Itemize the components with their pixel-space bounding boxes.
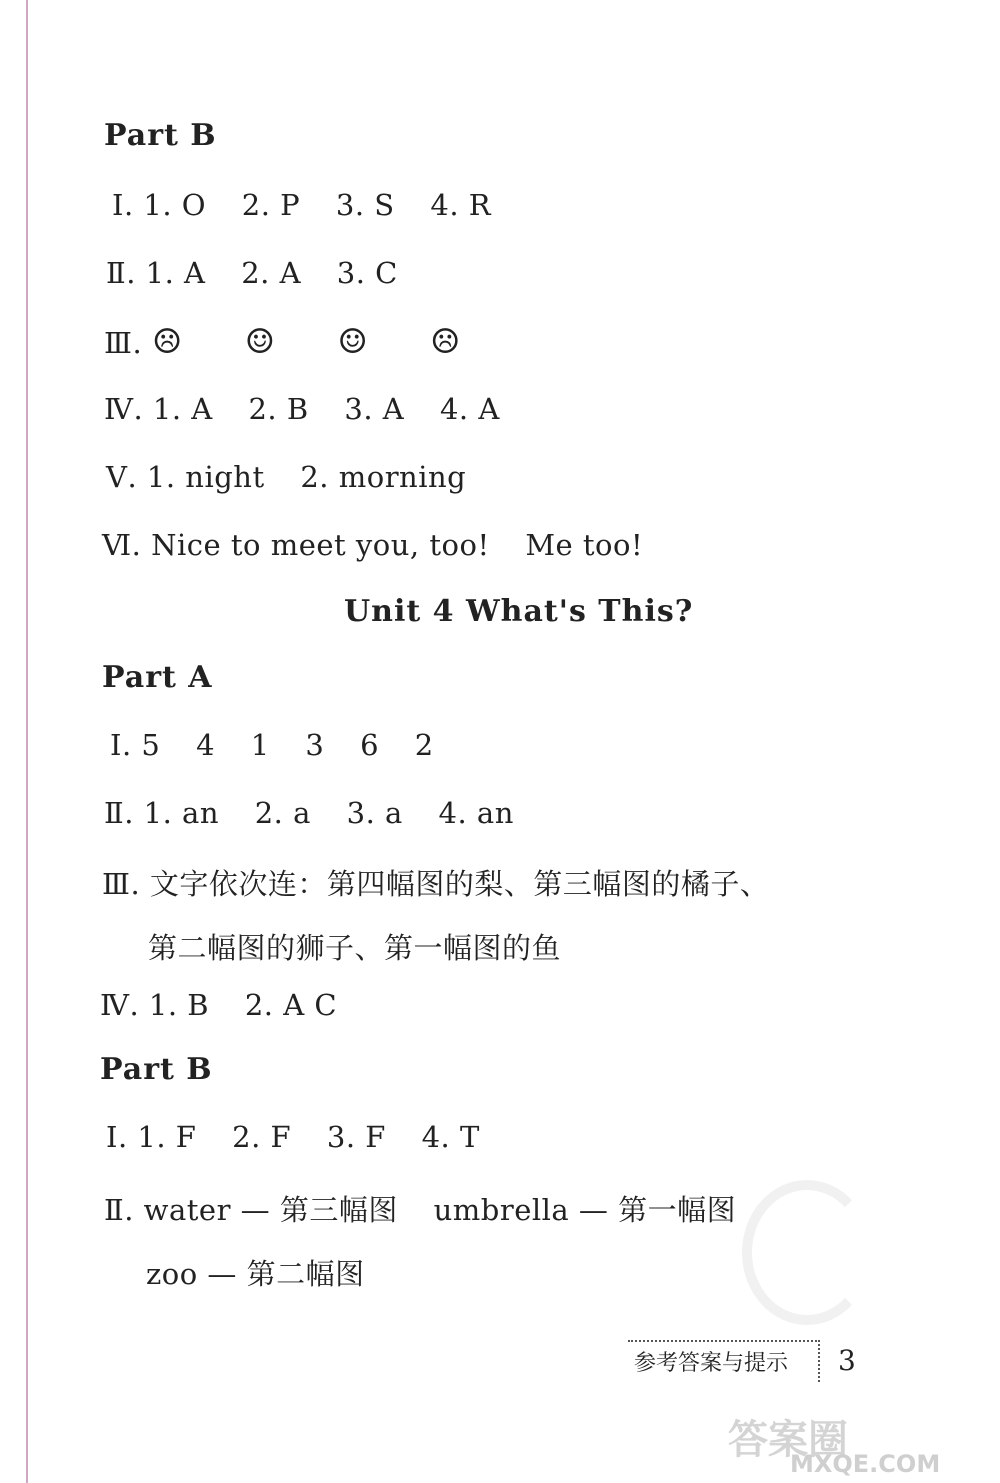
answer: 5 <box>141 728 161 762</box>
answer-line-b2-2-continued: zoo — 第二幅图 <box>146 1257 365 1291</box>
answer: water — 第三幅图 <box>143 1193 398 1227</box>
question-number: Ⅰ. <box>106 1120 128 1154</box>
watermark-logo: 答案圈 <box>728 1416 848 1463</box>
question-number: Ⅳ. <box>100 988 140 1022</box>
answer-line-b1-4 <box>104 392 526 426</box>
smile-face-icon: ☺ <box>244 322 276 362</box>
faint-watermark-shape <box>742 1180 872 1325</box>
answer-text: 文字依次连：第四幅图的梨、第三幅图的橘子、 <box>149 867 770 901</box>
answer: Me too! <box>525 528 644 562</box>
answer: 2. P <box>241 188 301 222</box>
answer: 2. B <box>248 392 309 426</box>
question-number: Ⅵ. <box>102 528 142 562</box>
answer-line-b2-2 <box>104 1188 762 1229</box>
watermark-url: MXQE.COM <box>790 1450 941 1478</box>
part-a-heading: Part A <box>102 660 213 695</box>
question-number: Ⅱ. <box>104 1193 134 1227</box>
smile-face-icon: ☺ <box>337 322 369 362</box>
answer: 2. a <box>254 796 311 830</box>
sad-face-icon: ☹ <box>151 322 183 362</box>
answer-line-b1-5 <box>106 460 492 494</box>
part-b-heading: Part B <box>100 1052 213 1087</box>
answer-line-a-3-continued: 第二幅图的狮子、第一幅图的鱼 <box>148 931 562 965</box>
answer: 1. O <box>143 188 207 222</box>
answer: 1. night <box>146 460 265 494</box>
answer: 3. S <box>335 188 395 222</box>
question-number: Ⅱ. <box>104 796 134 830</box>
answer-line-b1-1 <box>112 188 517 222</box>
question-number: Ⅴ. <box>106 460 138 494</box>
unit-title: Unit 4 What's This? <box>344 594 694 629</box>
sad-face-icon: ☹ <box>430 322 461 362</box>
answer: 1 <box>250 728 270 762</box>
part-b-heading: Part B <box>104 118 217 153</box>
question-number: Ⅰ. <box>110 728 132 762</box>
answer: 2 <box>414 728 434 762</box>
answer: 4. an <box>438 796 514 830</box>
answer-line-b2-1 <box>106 1120 506 1154</box>
answer: 1. A <box>145 256 206 290</box>
answer: 4. A <box>439 392 500 426</box>
answer: 3. F <box>326 1120 386 1154</box>
answer: 4 <box>196 728 216 762</box>
answer-line-b1-3 <box>104 322 513 362</box>
answer-line-a-3 <box>102 862 769 903</box>
answer: umbrella — 第一幅图 <box>433 1193 737 1227</box>
answer: 1. A <box>152 392 213 426</box>
footer-label: 参考答案与提示 <box>634 1351 789 1376</box>
answer: 6 <box>360 728 380 762</box>
answer: 1. F <box>137 1120 197 1154</box>
answer-line-b1-6 <box>102 528 669 562</box>
answer-line-b1-2 <box>106 256 424 290</box>
question-number: Ⅰ. <box>112 188 134 222</box>
question-number: Ⅲ. <box>102 867 141 901</box>
answer: 2. A <box>241 256 302 290</box>
page-number: 3 <box>838 1344 856 1377</box>
answer: 3. C <box>336 256 398 290</box>
question-number: Ⅲ. <box>104 326 143 360</box>
answer: 3. a <box>346 796 403 830</box>
answer: 2. morning <box>300 460 467 494</box>
answer: 2. F <box>232 1120 292 1154</box>
answer: 3. A <box>344 392 405 426</box>
answer: 3 <box>305 728 325 762</box>
question-number: Ⅱ. <box>106 256 136 290</box>
left-margin-rule <box>26 0 28 1483</box>
answer: 4. T <box>421 1120 480 1154</box>
answer: Nice to meet you, too! <box>151 528 490 562</box>
answer: 1. B <box>148 988 210 1022</box>
answer: 2. A C <box>244 988 338 1022</box>
answer-line-a-4 <box>100 988 363 1022</box>
answer-line-a-2 <box>104 796 540 830</box>
answer-line-a-1 <box>110 728 460 762</box>
answer: 4. R <box>430 188 492 222</box>
answer: 1. an <box>143 796 220 830</box>
question-number: Ⅳ. <box>104 392 144 426</box>
